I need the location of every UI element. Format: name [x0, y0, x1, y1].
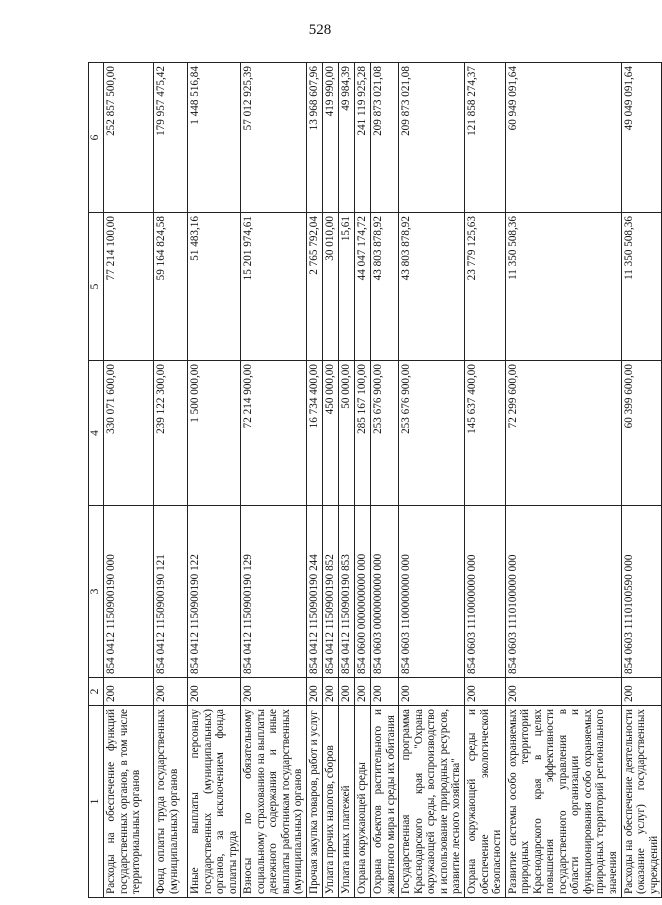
row-remaining-cell: 179 957 475,42: [154, 63, 188, 213]
row-executed-cell: 11 350 508,36: [621, 213, 662, 361]
row-remaining-cell: 121 858 274,37: [465, 63, 506, 213]
table-row: [323, 63, 339, 898]
row-name-cell: Взносы по обязательному социальному страхованию на выплаты денежного содержания и иные выплаты работникам государственных (муниципальных) органов: [241, 706, 307, 898]
row-name-cell: Иные выплаты персоналу государственных (муниципальных) органов, за исключением фонда оплаты труда: [188, 706, 241, 898]
row-kbk-cell: 854 0603 1110100590 000: [621, 506, 662, 678]
row-plan-cell: 72 299 600,00: [505, 361, 621, 506]
row-plan-cell: 16 734 400,00: [307, 361, 323, 506]
row-code-cell: 200: [323, 678, 339, 706]
header-cell: 4: [89, 361, 104, 506]
row-executed-cell: 43 803 878,92: [371, 213, 399, 361]
table-row: [465, 63, 506, 898]
row-code-cell: 200: [307, 678, 323, 706]
row-name-cell: Охрана объектов растительного и животного мира и среды их обитания: [371, 706, 399, 898]
row-remaining-cell: 209 873 021,08: [399, 63, 465, 213]
row-executed-cell: 30 010,00: [323, 213, 339, 361]
header-cell: 6: [89, 63, 104, 213]
row-plan-cell: 450 000,00: [323, 361, 339, 506]
row-executed-cell: 15 201 974,61: [241, 213, 307, 361]
row-executed-cell: 77 214 100,00: [104, 213, 154, 361]
row-executed-cell: 23 779 125,63: [465, 213, 506, 361]
row-name-cell: Охрана окружающей среды: [355, 706, 371, 898]
row-name-cell: Фонд оплаты труда государственных (муниципальных) органов: [154, 706, 188, 898]
row-plan-cell: 253 676 900,00: [399, 361, 465, 506]
row-executed-cell: 15,61: [339, 213, 355, 361]
row-kbk-cell: 854 0600 0000000000 000: [355, 506, 371, 678]
row-code-cell: 200: [399, 678, 465, 706]
row-code-cell: 200: [241, 678, 307, 706]
table-row: [241, 63, 307, 898]
row-remaining-cell: 209 873 021,08: [371, 63, 399, 213]
row-plan-cell: 285 167 100,00: [355, 361, 371, 506]
table-row: [399, 63, 465, 898]
row-code-cell: 200: [339, 678, 355, 706]
row-name-cell: Уплата иных платежей: [339, 706, 355, 898]
row-code-cell: 200: [465, 678, 506, 706]
row-code-cell: 200: [505, 678, 621, 706]
row-kbk-cell: 854 0412 1150900190 852: [323, 506, 339, 678]
row-kbk-cell: 854 0603 1110100000 000: [505, 506, 621, 678]
table-body: [89, 63, 662, 898]
table-row: [307, 63, 323, 898]
table-row: [104, 63, 154, 898]
table-row: [505, 63, 621, 898]
table-row: [621, 63, 662, 898]
row-kbk-cell: 854 0603 1110000000 000: [465, 506, 506, 678]
row-executed-cell: 43 803 878,92: [399, 213, 465, 361]
table-row: [154, 63, 188, 898]
table-row: [188, 63, 241, 898]
row-executed-cell: 44 047 174,72: [355, 213, 371, 361]
page-number: 528: [308, 22, 332, 38]
row-code-cell: 200: [188, 678, 241, 706]
row-remaining-cell: 49 984,39: [339, 63, 355, 213]
row-kbk-cell: 854 0412 1150900190 129: [241, 506, 307, 678]
table-row: [355, 63, 371, 898]
row-code-cell: 200: [621, 678, 662, 706]
row-remaining-cell: 419 990,00: [323, 63, 339, 213]
header-cell: 1: [89, 706, 104, 898]
row-name-cell: Расходы на обеспечение функций государственных органов, в том числе территориальных органов: [104, 706, 154, 898]
row-plan-cell: 50 000,00: [339, 361, 355, 506]
row-kbk-cell: 854 0412 1150900190 244: [307, 506, 323, 678]
row-plan-cell: 1 500 000,00: [188, 361, 241, 506]
header-cell: 5: [89, 213, 104, 361]
table-row: [371, 63, 399, 898]
row-name-cell: Уплата прочих налогов, сборов: [323, 706, 339, 898]
row-name-cell: Охрана окружающей среды и обеспечение экологической безопасности: [465, 706, 506, 898]
row-remaining-cell: 13 968 607,96: [307, 63, 323, 213]
budget-table: [88, 62, 662, 898]
row-kbk-cell: 854 0412 1150900190 121: [154, 506, 188, 678]
row-plan-cell: 72 214 900,00: [241, 361, 307, 506]
row-name-cell: Развитие системы особо охраняемых природных территорий Краснодарского края в целях повышения эффективности государственного управления в области организации и функционирования особо охраняемых природных территорий регионального значения: [505, 706, 621, 898]
row-remaining-cell: 252 857 500,00: [104, 63, 154, 213]
row-executed-cell: 51 483,16: [188, 213, 241, 361]
row-name-cell: Государственная программа Краснодарского края "Охрана окружающей среды, воспроизводство и использование природных ресурсов, развитие лесного хозяйства": [399, 706, 465, 898]
row-executed-cell: 2 765 792,04: [307, 213, 323, 361]
row-plan-cell: 60 399 600,00: [621, 361, 662, 506]
row-remaining-cell: 49 049 091,64: [621, 63, 662, 213]
row-name-cell: Прочая закупка товаров, работ и услуг: [307, 706, 323, 898]
row-remaining-cell: 1 448 516,84: [188, 63, 241, 213]
row-plan-cell: 253 676 900,00: [371, 361, 399, 506]
row-remaining-cell: 60 949 091,64: [505, 63, 621, 213]
row-remaining-cell: 241 119 925,28: [355, 63, 371, 213]
row-plan-cell: 239 122 300,00: [154, 361, 188, 506]
row-plan-cell: 330 071 600,00: [104, 361, 154, 506]
row-name-cell: Расходы на обеспечение деятельности (оказание услуг) государственных учреждений: [621, 706, 662, 898]
row-code-cell: 200: [154, 678, 188, 706]
row-kbk-cell: 854 0603 0000000000 000: [371, 506, 399, 678]
budget-table-rotated: [88, 63, 660, 898]
row-code-cell: 200: [371, 678, 399, 706]
header-cell: 2: [89, 678, 104, 706]
row-kbk-cell: 854 0412 1150900190 122: [188, 506, 241, 678]
header-row: [89, 63, 104, 898]
row-code-cell: 200: [355, 678, 371, 706]
row-executed-cell: 59 164 824,58: [154, 213, 188, 361]
row-kbk-cell: 854 0603 1100000000 000: [399, 506, 465, 678]
table-row: [339, 63, 355, 898]
row-remaining-cell: 57 012 925,39: [241, 63, 307, 213]
header-cell: 3: [89, 506, 104, 678]
row-kbk-cell: 854 0412 1150900190 000: [104, 506, 154, 678]
row-executed-cell: 11 350 508,36: [505, 213, 621, 361]
row-plan-cell: 145 637 400,00: [465, 361, 506, 506]
row-code-cell: 200: [104, 678, 154, 706]
row-kbk-cell: 854 0412 1150900190 853: [339, 506, 355, 678]
